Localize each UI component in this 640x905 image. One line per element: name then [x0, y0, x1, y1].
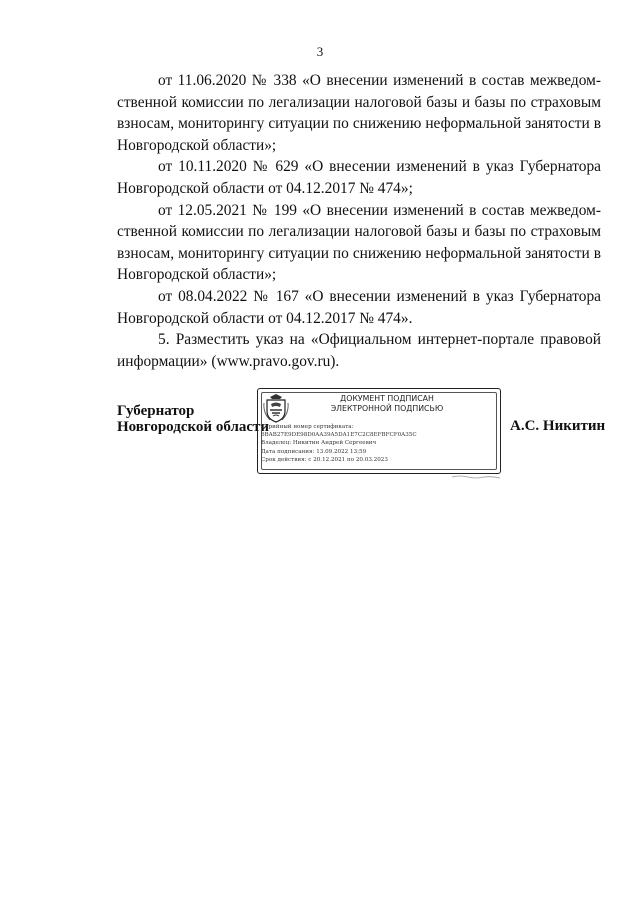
paragraph-decree-167: от 08.04.2022 № 167 «О внесении изменений в указ Губернатора Новгородской области от 04.12.2017 № 474». — [117, 287, 601, 327]
stamp-validity: Срок действия: с 20.12.2021 по 20.03.2023 — [261, 456, 388, 463]
stamp-cert-serial: 6BAB27E9DE98D0AA39A5DA1E7C2C8EFBFCF0A35C — [261, 432, 417, 439]
document-body — [117, 70, 601, 372]
signatory-position — [117, 403, 269, 435]
stamp-cert-label: Серийный номер сертификата: — [261, 424, 354, 430]
stamp-header — [292, 394, 482, 414]
paragraph-publish-instruction: 5. Разместить указ на «Официальном интернет-портале правовой информации» (www.pravo.gov.ru). — [117, 331, 601, 370]
signatory-name: А.С. Никитин — [510, 418, 606, 434]
stamp-header-line2: ЭЛЕКТРОННОЙ ПОДПИСЬЮ — [330, 404, 444, 413]
signature-mark — [450, 474, 510, 480]
signatory-position-line2: Новгородской области — [117, 419, 270, 435]
page-number: 3 — [316, 44, 324, 59]
stamp-details — [261, 423, 497, 464]
stamp-owner: Владелец: Никитин Андрей Сергеевич — [261, 440, 377, 447]
signatory-position-line1: Губернатор — [117, 403, 195, 419]
novgorod-coat-of-arms-icon — [262, 393, 290, 423]
electronic-signature-stamp — [257, 388, 501, 474]
stamp-header-line1: ДОКУМЕНТ ПОДПИСАН — [340, 394, 434, 403]
paragraph-decree-199: от 12.05.2021 № 199 «О внесении изменений в состав межведом-ственной комиссии по легализации налоговой базы и базы по страховым взносам, мониторингу ситуации по снижению неформальной занятости в Новгородской области»; — [117, 201, 601, 284]
paragraph-decree-338: от 11.06.2020 № 338 «О внесении изменений в состав межведом-ственной комиссии по легализации налоговой базы и базы по страховым взносам, мониторингу ситуации по снижению неформальной занятости в Новгородской области»; — [117, 72, 601, 154]
stamp-signed-date: Дата подписания: 13.09.2022 13:59 — [261, 448, 367, 455]
paragraph-decree-629: от 10.11.2020 № 629 «О внесении изменений в указ Губернатора Новгородской области от 04.12.2017 № 474»; — [117, 158, 601, 197]
